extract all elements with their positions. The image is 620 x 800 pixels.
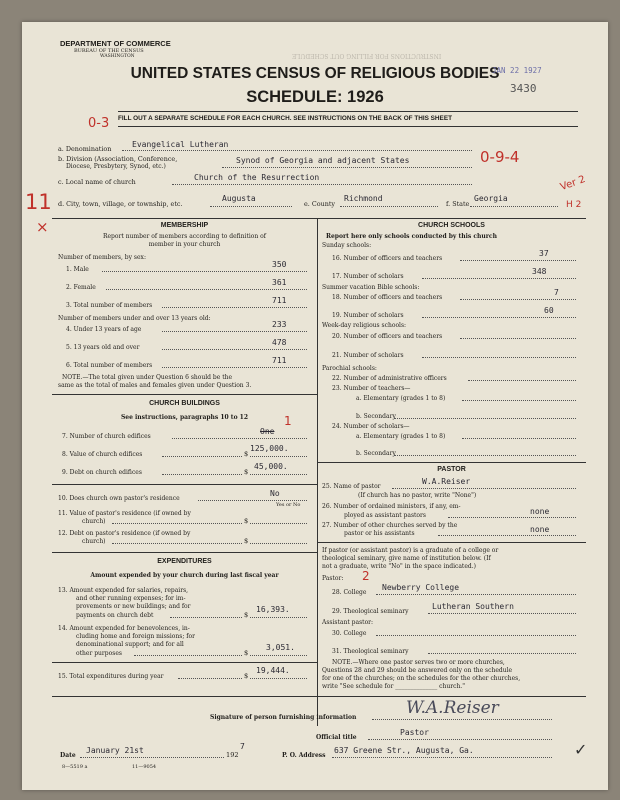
membership-heading: MEMBERSHIP <box>160 222 209 229</box>
q17-value: 348 <box>532 267 547 276</box>
denomination-label: a. Denomination <box>58 145 112 153</box>
city-label: d. City, town, village, or township, etc. <box>58 200 183 208</box>
membership-intro-2: member in your church <box>148 241 221 248</box>
q28-label: 28. College <box>332 589 367 596</box>
q2-female-value: 361 <box>272 278 287 287</box>
pastor-note-1: NOTE.—Where one pastor serves two or more churches, <box>332 659 505 666</box>
city-name: WASHINGTON <box>100 54 135 59</box>
q13-label-4: payments on church debt <box>76 612 154 619</box>
po-address-label: P. O. Address <box>282 752 326 759</box>
q6-total-label: 6. Total number of members <box>66 362 153 369</box>
q14-amount: 3,051. <box>266 643 295 652</box>
q4-under13-value: 233 <box>272 320 287 329</box>
q16-label: 16. Number of officers and teachers <box>332 255 443 262</box>
q19-value: 60 <box>544 306 554 315</box>
official-title-label: Official title <box>316 734 357 741</box>
county-label: e. County <box>304 200 335 208</box>
pastor-heading: PASTOR <box>437 466 466 473</box>
graduate-instruction-3: not a graduate, write "No" in the space indicated.) <box>322 563 476 570</box>
form-number-2: 11—9054 <box>132 764 157 770</box>
q15-total-amount: 19,444. <box>256 666 290 675</box>
q2-female-label: 2. Female <box>66 284 96 291</box>
denomination-value: Evangelical Lutheran <box>132 140 229 149</box>
parochial-schools-label: Parochial schools: <box>322 365 377 372</box>
pastor-note-4: write "See schedule for ______________ church." <box>322 683 465 690</box>
pastor-note-2: Questions 28 and 29 should be answered only on the schedule <box>322 667 513 674</box>
annotation-cross-mark: × <box>36 218 49 236</box>
q3-total-label: 3. Total number of members <box>66 302 153 309</box>
q15-total-label: 15. Total expenditures during year <box>58 673 164 680</box>
annotation-pastor-code: 2 <box>362 569 370 583</box>
q27-label-1: 27. Number of other churches served by the <box>322 522 458 529</box>
form-title: UNITED STATES CENSUS OF RELIGIOUS BODIES <box>130 65 500 82</box>
q20-label: 20. Number of officers and teachers <box>332 333 443 340</box>
expenditures-heading: EXPENDITURES <box>157 558 212 565</box>
q1-male-value: 350 <box>272 260 287 269</box>
q17-label: 17. Number of scholars <box>332 273 404 280</box>
q5-13plus-value: 478 <box>272 338 287 347</box>
q8-value-amount: 125,000. <box>250 444 289 453</box>
q18-label: 18. Number of officers and teachers <box>332 294 443 301</box>
q9-debt-label: 9. Debt on church edifices <box>62 469 142 476</box>
division-value: Synod of Georgia and adjacent States <box>236 156 410 165</box>
q12-church-label: church) <box>82 538 106 545</box>
q27-value: none <box>530 525 550 534</box>
bureau-name: BUREAU OF THE CENSUS <box>74 48 144 54</box>
q26-label-2: ployed as assistant pastors <box>344 512 426 519</box>
date-label: Date <box>60 752 76 759</box>
weekday-schools-label: Week-day religious schools: <box>322 322 407 329</box>
q18-value: 7 <box>554 288 559 297</box>
q14-label-3: denominational support; and for all <box>76 641 184 648</box>
department-name: DEPARTMENT OF COMMERCE <box>60 39 171 48</box>
q31-label: 31. Theological seminary <box>332 648 409 655</box>
form-serial-number: 3430 <box>510 82 537 95</box>
q10-residence-label: 10. Does church own pastor's residence <box>58 495 180 502</box>
q13-amount: 16,393. <box>256 605 290 614</box>
division-label: b. Division (Association, Conference, <box>58 155 178 163</box>
q24b-label: b. Secondary <box>356 450 396 457</box>
year-prefix: 192 <box>226 751 239 759</box>
members-by-sex-label: Number of members, by sex: <box>58 254 146 261</box>
q23b-label: b. Secondary <box>356 413 396 420</box>
q14-label-2: cluding home and foreign missions; for <box>76 633 195 640</box>
q9-debt-amount: 45,000. <box>254 462 288 471</box>
pastor-note-3: for one of the churches; on the schedules for the other churches, <box>322 675 521 682</box>
buildings-heading: CHURCH BUILDINGS <box>149 400 220 407</box>
date-value: January 21st <box>86 746 144 755</box>
official-title-value: Pastor <box>400 728 429 737</box>
q30-label: 30. College <box>332 630 367 637</box>
q26-value: none <box>530 507 550 516</box>
division-label-2: Diocese, Presbytery, Synod, etc.) <box>66 163 166 170</box>
county-value: Richmond <box>344 194 383 203</box>
q10-residence-value: No <box>270 489 280 498</box>
q25-hint: (If church has no pastor, write "None") <box>358 492 477 499</box>
q12-residence-debt-label: 12. Debt on pastor's residence (if owned by <box>58 530 191 537</box>
church-name-label: c. Local name of church <box>58 178 136 186</box>
city-value: Augusta <box>222 194 256 203</box>
annotation-division-code: 0-9-4 <box>480 148 520 166</box>
q13-label-1: 13. Amount expended for salaries, repairs, <box>58 587 189 594</box>
state-label: f. State <box>446 200 470 208</box>
q7-edifices-value: One <box>260 427 275 436</box>
q8-value-label: 8. Value of church edifices <box>62 451 143 458</box>
po-address-value: 637 Greene Str., Augusta, Ga. <box>334 746 474 755</box>
q11-church-label: church) <box>82 518 106 525</box>
annotation-building-count: 1 <box>284 414 292 428</box>
members-by-age-label: Number of members under and over 13 years old: <box>58 315 211 322</box>
q6-total-value: 711 <box>272 356 287 365</box>
sunday-schools-label: Sunday schools: <box>322 242 372 249</box>
q4-under13-label: 4. Under 13 years of age <box>66 326 142 333</box>
check-mark-icon: ✓ <box>574 740 588 759</box>
q26-label-1: 26. Number of ordained ministers, if any, em- <box>322 503 461 510</box>
annotation-code-top: 0-3 <box>88 116 110 131</box>
q3-total-value: 711 <box>272 296 287 305</box>
q1-male-label: 1. Male <box>66 266 89 273</box>
q13-label-3: provements or new buildings; and for <box>76 603 191 610</box>
membership-note-2: same as the total of males and females given under Question 3. <box>58 382 252 389</box>
q23a-label: a. Elementary (grades 1 to 8) <box>356 395 446 402</box>
census-schedule-sheet: INSTRUCTIONS FOR FILLING OUT SCHEDULE DEPARTMENT OF COMMERCE BUREAU OF THE CENSUS WASHINGTON UNITED STATES CENSUS OF RELIGIOUS BODIES SCHEDULE: 1926 JAN 22 1927 3430 FILL OUT A SEPARATE SCHEDULE FOR EACH CHURCH. SEE INSTRUCTIONS ON THE BACK OF THIS SHEET 0-3 0-9-4 11 × Ver 2 H 2 a. Denomination Evangelical Lutheran b. Division (Association, Conference, Diocese, Presbytery, Synod, etc.) Synod of Georgia and adjacent States c. Local name of church Church of the Resurrection d. City, town, village, or township, etc. Augusta e. County Richmond f. State Georgia MEMBERSHIP Report number of members according to definition of member in your church Number of members, by sex: 1. Male 350 2. Female 361 3. Total number of members 711 Number of members under and over 13 years old: 4. Under 13 years of age 233 5. 13 years old and over 478 6. Total number of members 711 NOTE.—The total given under Question 6 should be the same as the total of males and females given under Question 3. CHURCH BUILDINGS See instructions, paragraphs 10 to 12 1 7. Number of church edifices One 8. Value of church edifices $ 125,000. 9. Debt on church edifices $ 45,000. 10. Does church own pastor's residence No Yes or No 11. Value of pastor's residence (if owned by church) $ 12. Debt on pastor's residence (if owned by church) $ EXPENDITURES Amount expended by your church during last fiscal year 13. Amount expended for salaries, repairs, and other running expenses; for im- provements or new buildings; and for payments on church debt $ 16,393. 14. Amount expended for benevolences, in- cluding home and foreign missions; for denominational support; and for all other purposes $ 3,051. 15. Total expenditures during year $ 19,444. CHURCH SCHOOLS Report here only schools conducted by this church Sunday schools: 16. Number of officers and teachers 37 17. Number of scholars 348 Summer vacation Bible schools: 18. Number of officers and teachers 7 19. Number of scholars 60 Week-day religious schools: 20. Number of officers and teachers 21. Number of scholars Parochial schools: 22. Number of administrative officers 23. Number of teachers— a. Elementary (grades 1 to 8) b. Secondary 24. Number of scholars— a. Elementary (grades 1 to 8) b. Secondary PASTOR 25. Name of pastor W.A.Reiser (If church has no pastor, write "None") 26. Number of ordained ministers, if any, em- ployed as assistant pastors none 27. Number of other churches served by the pastor or his assistants none If pastor (or assistant pastor) is a graduate of a college or theological seminary, give name of institution below. (If not a graduate, write "No" in the space indicated.) Pastor: 2 28. College Newberry College 29. Theological seminary Lutheran Southern Assistant pastor: 30. College 31. Theological seminary NOTE.—Where one pastor serves two or more churches, Questions 28 and 29 should be answered only on the schedule for one of the churches; on the schedules for the other churches, write "See schedule for ______________ church." Signature of person furnishing information W.A.Reiser Official title Pastor Date January 21st 192 7 P. O. Address 637 Greene Str., Augusta, Ga. 8—5519 a 11—9054 ✓ <box>22 22 608 790</box>
form-number: 8—5519 a <box>62 764 88 770</box>
schools-heading: CHURCH SCHOOLS <box>418 222 485 229</box>
q14-label-1: 14. Amount expended for benevolences, in- <box>58 625 190 632</box>
q29-seminary-value: Lutheran Southern <box>432 602 514 611</box>
q25-pastor-name: W.A.Reiser <box>422 477 471 486</box>
q21-label: 21. Number of scholars <box>332 352 404 359</box>
pastor-sub-label: Pastor: <box>322 575 344 582</box>
q13-label-2: and other running expenses; for im- <box>76 595 186 602</box>
q11-residence-value-label: 11. Value of pastor's residence (if owned by <box>58 510 191 517</box>
yes-no-hint: Yes or No <box>276 502 301 508</box>
annotation-state-code-2: H 2 <box>566 200 582 210</box>
schools-intro: Report here only schools conducted by this church <box>326 233 497 240</box>
q14-label-4: other purposes <box>76 650 122 657</box>
q29-label: 29. Theological seminary <box>332 608 409 615</box>
membership-note-1: NOTE.—The total given under Question 6 should be the <box>62 374 233 381</box>
graduate-instruction-2: theological seminary, give name of institution below. (If <box>322 555 491 562</box>
schedule-instruction: FILL OUT A SEPARATE SCHEDULE FOR EACH CHURCH. SEE INSTRUCTIONS ON THE BACK OF THIS SHEET <box>118 115 452 122</box>
signature-label: Signature of person furnishing information <box>210 714 357 721</box>
buildings-subheading: See instructions, paragraphs 10 to 12 <box>120 414 249 421</box>
bleed-through-text: INSTRUCTIONS FOR FILLING OUT SCHEDULE <box>292 52 442 59</box>
signature-image: W.A.Reiser <box>406 698 499 718</box>
membership-intro-1: Report number of members according to definition of <box>102 233 266 240</box>
q22-label: 22. Number of administrative officers <box>332 375 447 382</box>
graduate-instruction-1: If pastor (or assistant pastor) is a graduate of a college or <box>322 547 499 554</box>
year-digit: 7 <box>240 742 245 751</box>
schedule-title: SCHEDULE: 1926 <box>246 88 384 106</box>
state-value: Georgia <box>474 194 508 203</box>
assistant-pastor-label: Assistant pastor: <box>322 619 374 626</box>
q16-value: 37 <box>539 249 549 258</box>
annotation-margin-number: 11 <box>25 190 52 214</box>
q27-label-2: pastor or his assistants <box>344 530 415 537</box>
q25-label: 25. Name of pastor <box>322 483 381 490</box>
received-date-stamp: JAN 22 1927 <box>492 66 542 75</box>
q24-label: 24. Number of scholars— <box>332 423 410 430</box>
annotation-state-code: Ver 2 <box>558 173 587 194</box>
q28-college-value: Newberry College <box>382 583 460 592</box>
q5-13plus-label: 5. 13 years old and over <box>66 344 140 351</box>
church-name-value: Church of the Resurrection <box>194 173 320 182</box>
q24a-label: a. Elementary (grades 1 to 8) <box>356 433 446 440</box>
vacation-schools-label: Summer vacation Bible schools: <box>322 284 420 291</box>
q19-label: 19. Number of scholars <box>332 312 404 319</box>
expenditures-subheading: Amount expended by your church during last fiscal year <box>90 572 279 579</box>
q23-label: 23. Number of teachers— <box>332 385 411 392</box>
q7-edifices-label: 7. Number of church edifices <box>62 433 151 440</box>
